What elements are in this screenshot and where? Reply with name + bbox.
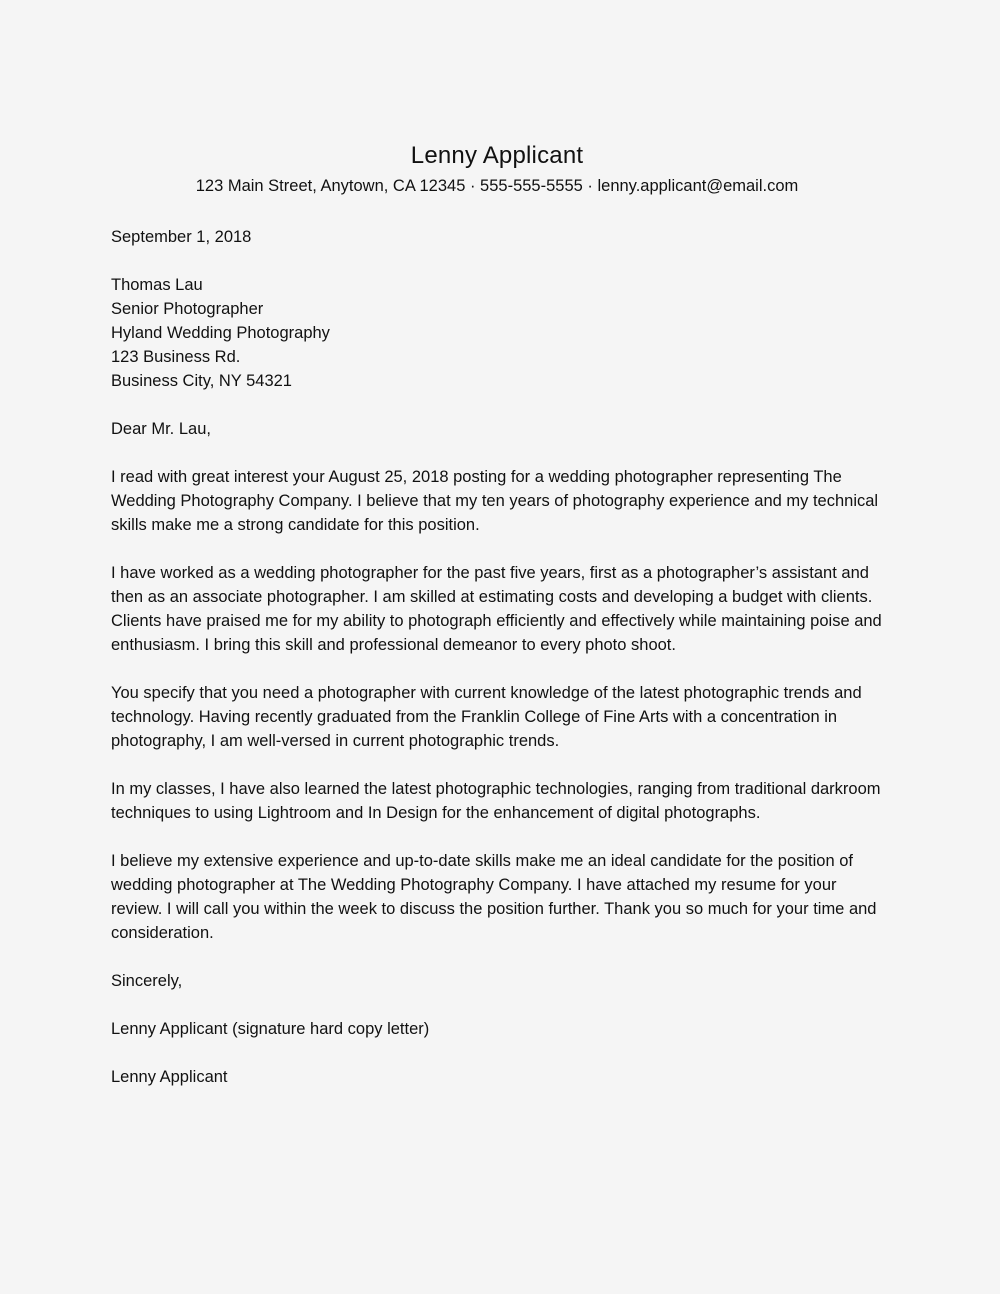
salutation: Dear Mr. Lau, [111, 420, 211, 438]
body-paragraph: You specify that you need a photographer with current knowledge of the latest photographic trends and technology. Having recently graduated from the Franklin College of Fine Arts with a concentration in photography, I am well-versed in current photographic trends. [111, 684, 862, 750]
body-paragraph: I believe my extensive experience and up-to-date skills make me an ideal candidate for the position of wedding photographer at The Wedding Photography Company. I have attached my resume for your review. I will call you within the week to discuss the position further. Thank you so much for your time and consideration. [111, 852, 877, 942]
body-paragraph: I have worked as a wedding photographer for the past five years, first as a photographer’s assistant and then as an associate photographer. I am skilled at estimating costs and developing a budget with clients. Clients have praised me for my ability to photograph efficiently and effectively while maintaining poise and enthusiasm. I bring this skill and professional demeanor to every photo shoot. [111, 564, 882, 654]
signature-line: Lenny Applicant (signature hard copy letter) [111, 1020, 430, 1038]
closing: Sincerely, [111, 972, 183, 990]
body-paragraph: In my classes, I have also learned the latest photographic technologies, ranging from traditional darkroom techniques to using Lightroom and In Design for the enhancement of digital photographs. [111, 780, 881, 822]
recipient-name: Thomas Lau [111, 276, 203, 294]
letter-date: September 1, 2018 [111, 228, 252, 246]
sender-contact-line: 123 Main Street, Anytown, CA 12345 · 555-555-5555 · lenny.applicant@email.com [195, 177, 799, 195]
recipient-city: Business City, NY 54321 [111, 372, 292, 390]
recipient-title: Senior Photographer [111, 300, 264, 318]
recipient-company: Hyland Wedding Photography [111, 324, 330, 342]
typed-name: Lenny Applicant [111, 1068, 228, 1086]
sender-name: Lenny Applicant [410, 142, 584, 169]
recipient-street: 123 Business Rd. [111, 348, 241, 366]
letter-content [111, 140, 883, 1089]
recipient-address-block [111, 273, 883, 393]
letter-header [111, 140, 883, 198]
body-paragraph: I read with great interest your August 25, 2018 posting for a wedding photographer representing The Wedding Photography Company. I believe that my ten years of photography experience and my technical skills make me a strong candidate for this position. [111, 468, 879, 534]
